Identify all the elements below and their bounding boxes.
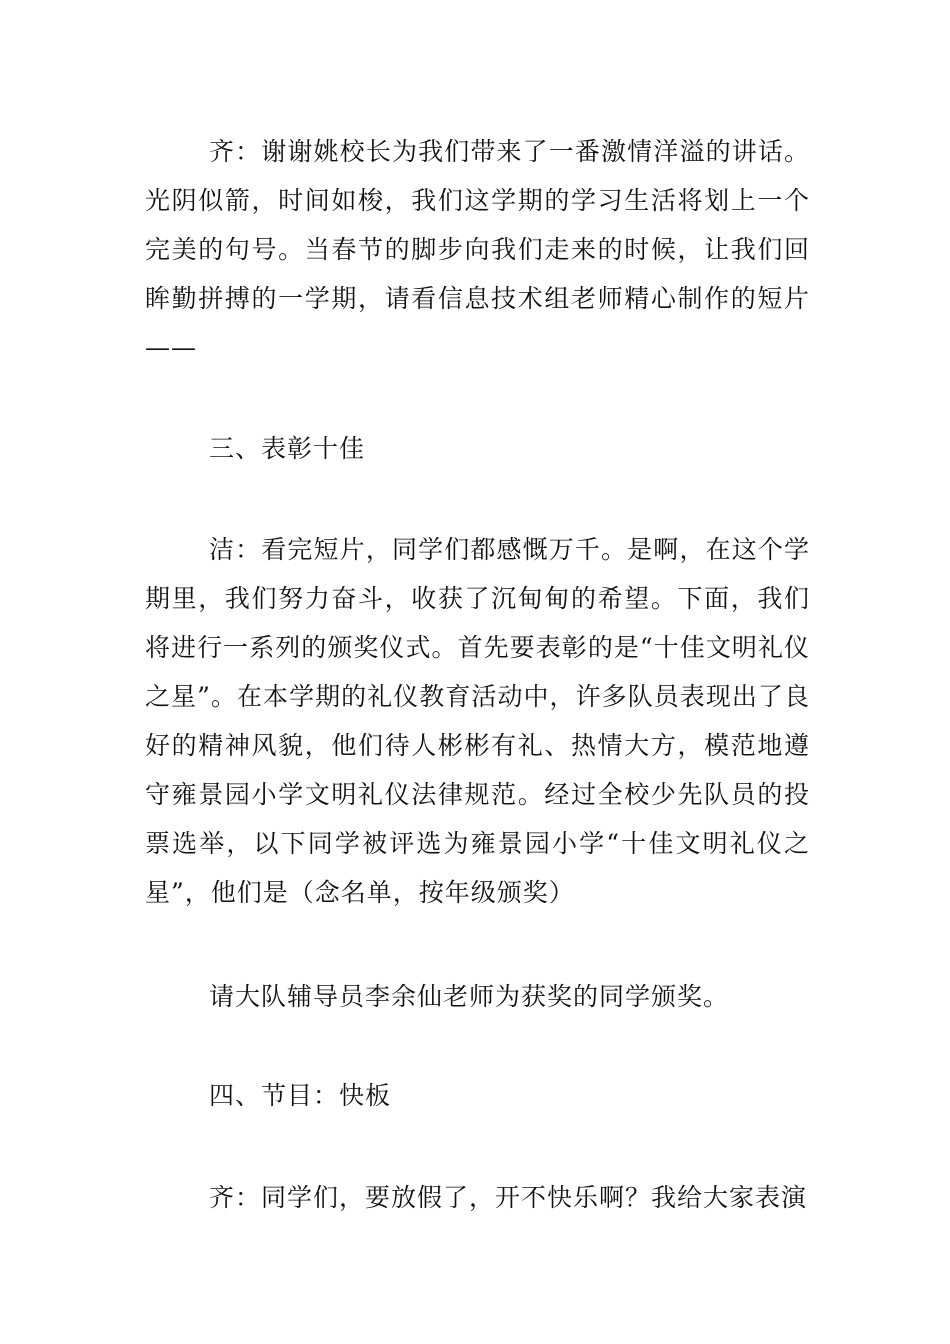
paragraph-award-presenter: 请大队辅导员李余仙老师为获奖的同学颁奖。 [209, 982, 730, 1011]
paragraph-closing-remarks: 齐：谢谢姚校长为我们带来了一番激情洋溢的讲话。光阴似箭，时间如梭，我们这学期的学习生活将划上一个完美的句号。当春节的脚步向我们走来的时候，让我们回眸勤拼搏的一学期，请看信息技术组老师精心制作的短片—— [145, 137, 810, 362]
section-heading-program: 四、节目：快板 [209, 1081, 392, 1110]
paragraph-performance-intro: 齐：同学们，要放假了，开不快乐啊？我给大家表演 [209, 1183, 808, 1212]
section-heading-awards: 三、表彰十佳 [209, 434, 366, 463]
paragraph-etiquette-stars: 洁：看完短片，同学们都感慨万千。是啊，在这个学期里，我们努力奋斗，收获了沉甸甸的希望。下面，我们将进行一系列的颁奖仪式。首先要表彰的是“十佳文明礼仪之星”。在本学期的礼仪教育活动中，许多队员表现出了良好的精神风貌，他们待人彬彬有礼、热情大方，模范地遵守雍景园小学文明礼仪法律规范。经过全校少先队员的投票选举，以下同学被评选为雍景园小学“十佳文明礼仪之星”，他们是（念名单，按年级颁奖） [145, 535, 810, 907]
